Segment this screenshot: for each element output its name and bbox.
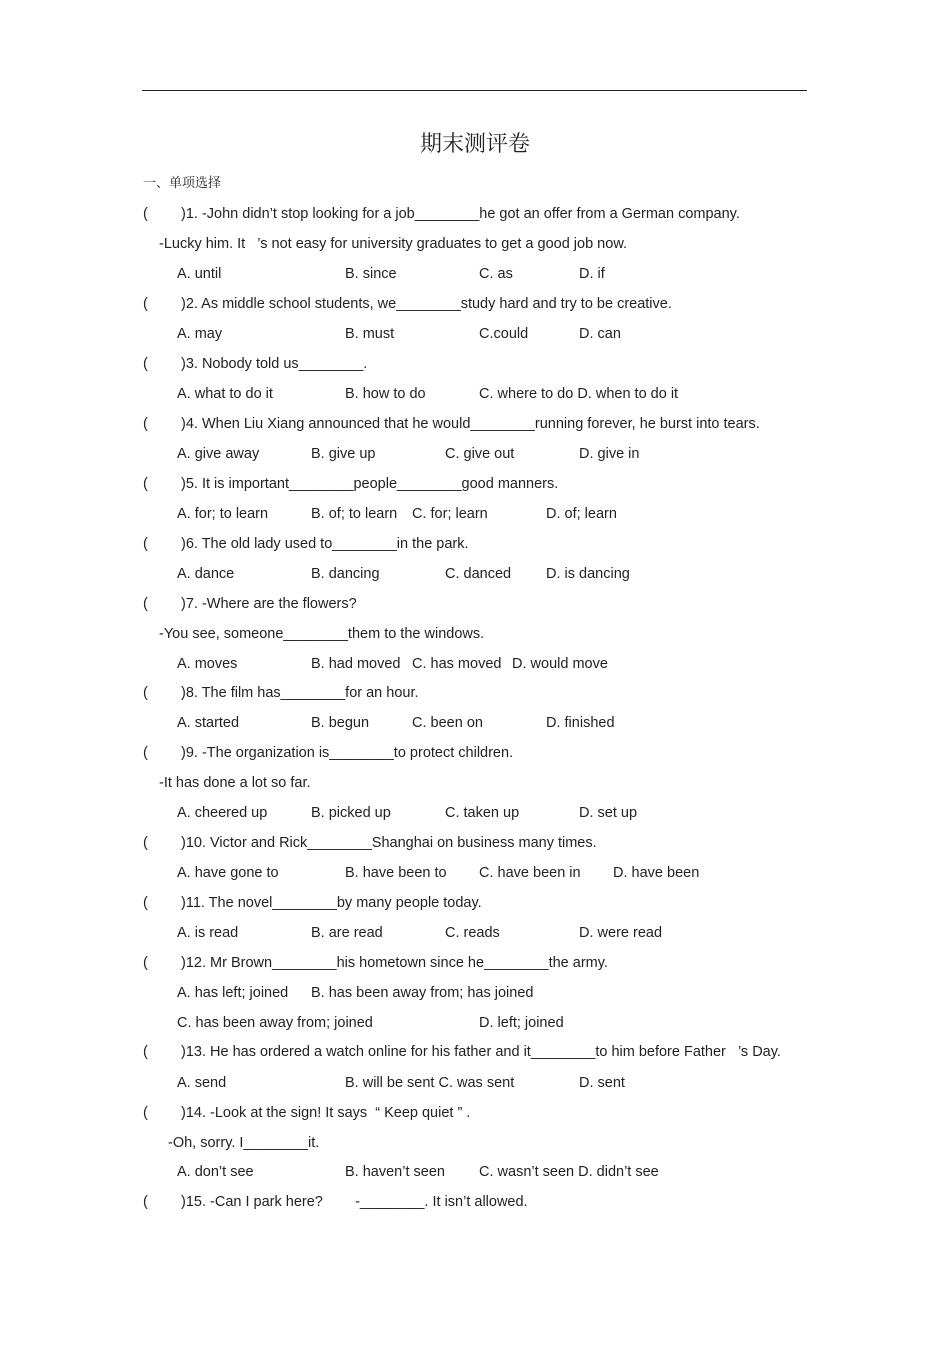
question-continuation: -It has done a lot so far. xyxy=(159,775,311,791)
answer-option: C. been on xyxy=(412,715,483,731)
answer-paren: ( xyxy=(143,476,148,492)
header-rule xyxy=(142,90,807,91)
answer-option: B. dancing xyxy=(311,566,380,582)
answer-option: A. for; to learn xyxy=(177,506,269,522)
answer-option: B. had moved xyxy=(311,656,401,672)
answer-option: A. send xyxy=(177,1075,227,1091)
answer-option: A. have gone to xyxy=(177,865,279,881)
question-continuation: -You see, someone________them to the windows. xyxy=(159,626,485,642)
answer-option: D. sent xyxy=(579,1075,625,1091)
answer-option: D. would move xyxy=(512,656,608,672)
answer-paren: ( xyxy=(143,206,148,222)
answer-paren: ( xyxy=(143,835,148,851)
question-text: )1. -John didn’t stop looking for a job________he got an offer from a German company. xyxy=(181,206,740,222)
answer-paren: ( xyxy=(143,356,148,372)
answer-option: A. is read xyxy=(177,925,239,941)
answer-option: D. set up xyxy=(579,805,638,821)
answer-option: A. don’t see xyxy=(177,1164,254,1180)
answer-option: B. are read xyxy=(311,925,383,941)
answer-option: D. have been xyxy=(613,865,700,881)
answer-option: B. since xyxy=(345,266,397,282)
question-text: )12. Mr Brown________his hometown since he________the army. xyxy=(181,955,608,971)
answer-option: A. until xyxy=(177,266,222,282)
answer-option: A. give away xyxy=(177,446,260,462)
question-text: )4. When Liu Xiang announced that he would________running forever, he burst into tears. xyxy=(181,416,760,432)
question-text: )3. Nobody told us________. xyxy=(181,356,368,372)
question-text: )15. -Can I park here? -________. It isn’t allowed. xyxy=(181,1194,528,1210)
answer-paren: ( xyxy=(143,596,148,612)
answer-option: C.could xyxy=(479,326,529,342)
answer-option: B. haven’t seen xyxy=(345,1164,445,1180)
answer-paren: ( xyxy=(143,1044,148,1060)
question-text: )2. As middle school students, we________study hard and try to be creative. xyxy=(181,296,672,312)
answer-option: A. cheered up xyxy=(177,805,268,821)
question-text: )5. It is important________people________good manners. xyxy=(181,476,559,492)
answer-option: C. where to do D. when to do it xyxy=(479,386,679,402)
answer-option: D. finished xyxy=(546,715,615,731)
answer-option: B. of; to learn xyxy=(311,506,398,522)
answer-option: B. have been to xyxy=(345,865,447,881)
answer-option: D. give in xyxy=(579,446,640,462)
answer-paren: ( xyxy=(143,536,148,552)
answer-option: C. taken up xyxy=(445,805,520,821)
answer-option: B. how to do xyxy=(345,386,426,402)
answer-option: D. if xyxy=(579,266,605,282)
answer-paren: ( xyxy=(143,955,148,971)
page-title: 期末测评卷 xyxy=(419,132,530,157)
answer-option: C. for; learn xyxy=(412,506,488,522)
answer-paren: ( xyxy=(143,1105,148,1121)
question-text: )6. The old lady used to________in the park. xyxy=(181,536,469,552)
question-text: )8. The film has________for an hour. xyxy=(181,685,419,701)
answer-option: D. of; learn xyxy=(546,506,617,522)
answer-option: C. give out xyxy=(445,446,515,462)
answer-option: A. has left; joined xyxy=(177,985,289,1001)
section-heading: 一、单项选择 xyxy=(143,176,222,191)
question-text: )14. -Look at the sign! It says “ Keep quiet ” . xyxy=(181,1105,471,1121)
question-continuation: -Oh, sorry. I________it. xyxy=(168,1135,320,1151)
answer-option: A. may xyxy=(177,326,223,342)
answer-option: C. have been in xyxy=(479,865,581,881)
answer-option: B. will be sent C. was sent xyxy=(345,1075,515,1091)
answer-option: C. danced xyxy=(445,566,512,582)
answer-option: A. what to do it xyxy=(177,386,273,402)
question-text: )10. Victor and Rick________Shanghai on business many times. xyxy=(181,835,597,851)
question-text: )13. He has ordered a watch online for his father and it________to him before Father ’s Day. xyxy=(181,1044,781,1060)
answer-paren: ( xyxy=(143,895,148,911)
answer-option: D. can xyxy=(579,326,621,342)
answer-option: B. picked up xyxy=(311,805,391,821)
answer-option: D. were read xyxy=(579,925,663,941)
answer-paren: ( xyxy=(143,296,148,312)
answer-option: D. is dancing xyxy=(546,566,630,582)
answer-option: A. dance xyxy=(177,566,235,582)
answer-option: B. begun xyxy=(311,715,370,731)
answer-paren: ( xyxy=(143,416,148,432)
answer-option: C. reads xyxy=(445,925,500,941)
answer-option: C. wasn’t seen D. didn’t see xyxy=(479,1164,659,1180)
answer-paren: ( xyxy=(143,1194,148,1210)
question-text: )7. -Where are the flowers? xyxy=(181,596,357,612)
answer-option: B. has been away from; has joined xyxy=(311,985,534,1001)
answer-option: C. as xyxy=(479,266,513,282)
question-text: )9. -The organization is________to protect children. xyxy=(181,745,514,761)
answer-option: D. left; joined xyxy=(479,1015,564,1031)
answer-option: C. has been away from; joined xyxy=(177,1015,373,1031)
answer-option: A. started xyxy=(177,715,240,731)
answer-option: A. moves xyxy=(177,656,238,672)
answer-option: B. must xyxy=(345,326,395,342)
question-text: )11. The novel________by many people today. xyxy=(181,895,482,911)
question-continuation: -Lucky him. It ’s not easy for university graduates to get a good job now. xyxy=(159,236,628,252)
answer-paren: ( xyxy=(143,745,148,761)
answer-option: C. has moved xyxy=(412,656,502,672)
answer-option: B. give up xyxy=(311,446,376,462)
answer-paren: ( xyxy=(143,685,148,701)
